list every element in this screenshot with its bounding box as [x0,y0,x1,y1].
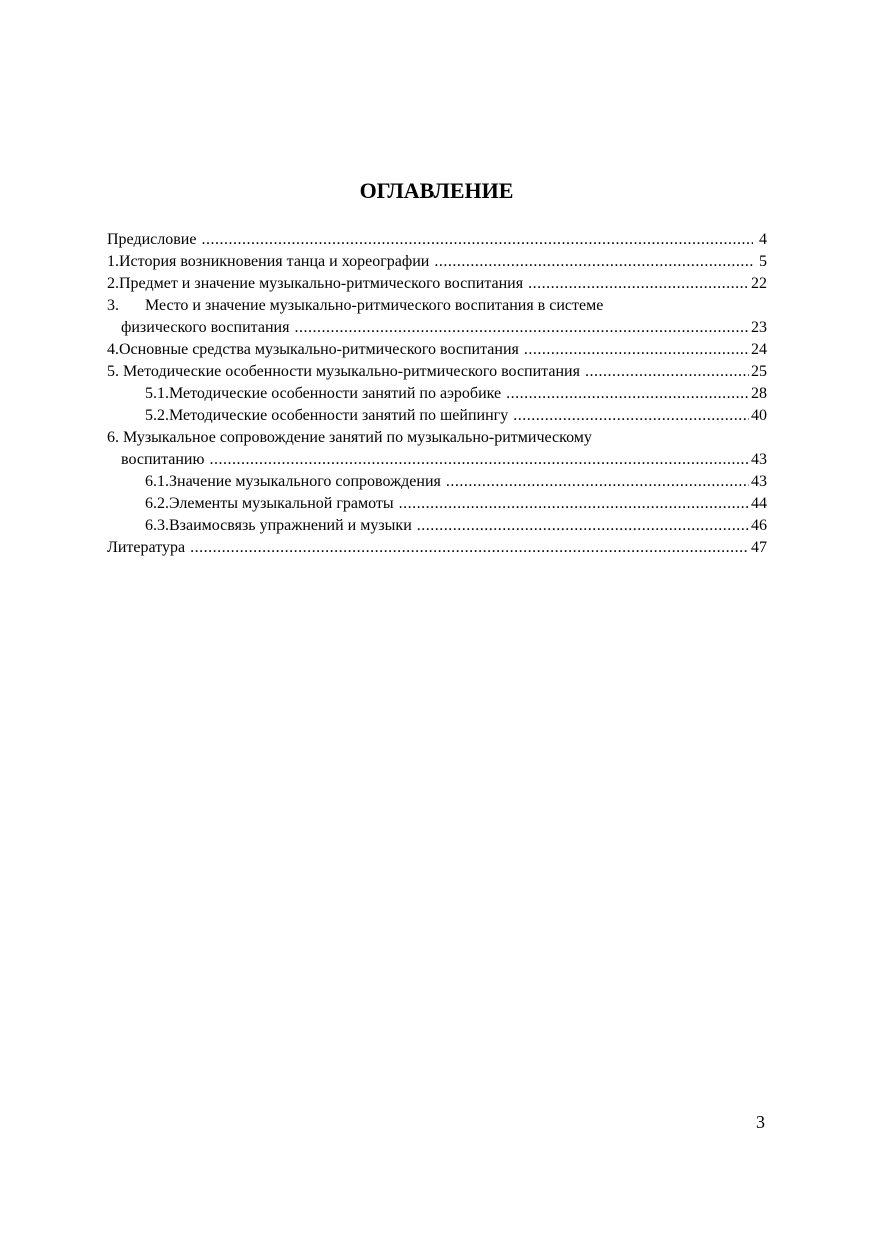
toc-leader-dots [524,339,749,361]
toc-entry-preface[interactable] [107,229,767,251]
toc-entry-3-line2[interactable] [107,317,767,339]
toc-entry-6-2[interactable] [107,493,767,515]
toc-entry-label: 5. Методические особенности музыкально-ритмического воспитания [107,363,580,380]
toc-entry-page: 40 [751,407,767,424]
toc-entry-number: 5.1. [145,385,169,402]
toc-entry-page: 47 [751,539,767,556]
toc-entry-number: 1. [107,253,119,270]
toc-leader-dots [294,317,749,339]
toc-entry-number: 6.2. [145,495,169,512]
toc-leader-dots [446,471,749,493]
toc-entry-literature[interactable] [107,537,767,559]
toc-entry-page: 43 [751,451,767,468]
page-number: 3 [756,1112,765,1132]
toc-entry-label: Предмет и значение музыкально-ритмического воспитания [119,275,524,292]
toc-leader-dots [585,361,749,383]
toc-entry-page: 43 [751,473,767,490]
toc-entry-label: Элементы музыкальной грамоты [169,495,394,512]
toc-leader-dots [513,405,749,427]
toc-entry-page: 23 [751,319,767,336]
toc-entry-5[interactable] [107,361,767,383]
toc-entry-4[interactable] [107,339,767,361]
toc-entry-number: 5.2. [145,407,169,424]
toc-entry-page: 24 [751,341,767,358]
toc-entry-page: 28 [751,385,767,402]
toc-leader-dots [209,449,749,471]
toc-entry-number: 2. [107,275,119,292]
toc-entry-3-line1[interactable] [107,295,767,317]
toc-leader-dots [417,515,749,537]
toc-entry-number: 4. [107,341,119,358]
toc-entry-label: Предисловие [107,231,197,248]
toc-entry-page: 4 [759,231,767,248]
toc-entry-label: История возникновения танца и хореографии [119,253,430,270]
toc-leader-dots [506,383,749,405]
toc-entry-page: 22 [751,275,767,292]
toc-leader-dots [434,251,753,273]
toc-entry-label: Место и значение музыкально-ритмического воспитания в системе [145,297,604,314]
toc-entry-6-3[interactable] [107,515,767,537]
toc-entry-label: Значение музыкального сопровождения [169,473,441,490]
toc-entry-label: 6. Музыкальное сопровождение занятий по музыкально-ритмическому [107,429,592,446]
toc-entry-page: 44 [751,495,767,512]
toc-entry-label-continued: физического воспитания [121,319,290,336]
toc-entry-label-continued: воспитанию [121,451,205,468]
toc-entry-5-1[interactable] [107,383,767,405]
toc-entry-number: 3. [107,297,119,314]
toc-entry-6-1[interactable] [107,471,767,493]
toc-entry-page: 46 [751,517,767,534]
toc-leader-dots [201,229,753,251]
toc-entry-6-line2[interactable] [107,449,767,471]
toc-entry-page: 5 [759,253,767,270]
toc-entry-label: Основные средства музыкально-ритмического воспитания [119,341,519,358]
table-of-contents [107,229,767,559]
page-title: ОГЛАВЛЕНИЕ [359,178,514,203]
toc-leader-dots [399,493,749,515]
toc-entry-label: Методические особенности занятий по аэробике [169,385,502,402]
toc-entry-label: Литература [107,539,186,556]
toc-entry-page: 25 [751,363,767,380]
toc-entry-label: Взаимосвязь упражнений и музыки [169,517,412,534]
toc-entry-6-line1[interactable] [107,427,767,449]
toc-entry-number: 6.1. [145,473,169,490]
toc-entry-number: 6.3. [145,517,169,534]
toc-leader-dots [190,537,749,559]
toc-entry-2[interactable] [107,273,767,295]
toc-entry-5-2[interactable] [107,405,767,427]
toc-entry-1[interactable] [107,251,767,273]
toc-entry-label: Методические особенности занятий по шейпингу [169,407,509,424]
toc-leader-dots [528,273,749,295]
